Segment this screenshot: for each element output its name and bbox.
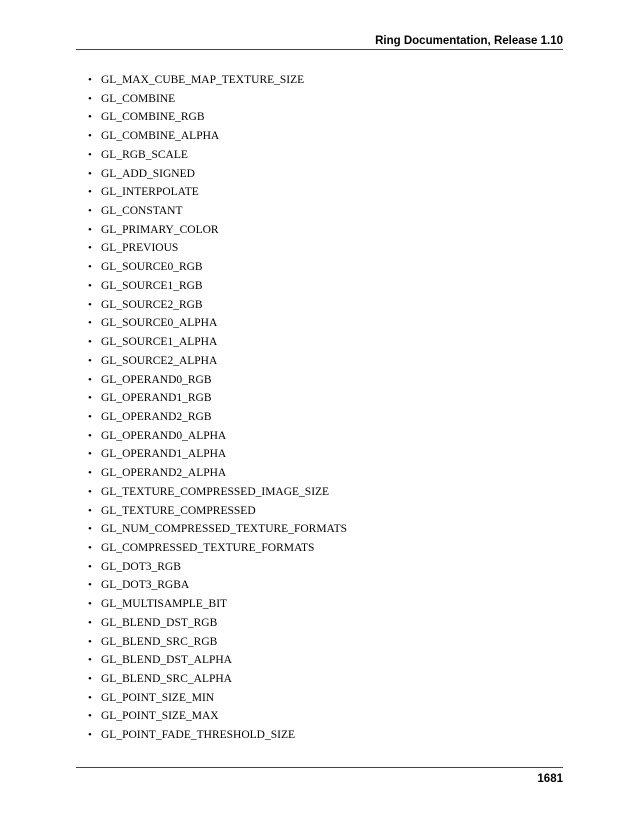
list-item — [88, 464, 347, 483]
constant-name: GL_DOT3_RGBA — [101, 579, 190, 592]
list-item — [88, 239, 347, 258]
constant-name: GL_TEXTURE_COMPRESSED_IMAGE_SIZE — [101, 485, 330, 498]
constant-name: GL_SOURCE1_RGB — [101, 279, 203, 292]
bullet-icon: • — [88, 598, 92, 611]
list-item — [88, 127, 347, 146]
list-item — [88, 483, 347, 502]
constant-name: GL_COMPRESSED_TEXTURE_FORMATS — [101, 541, 315, 554]
page-number: 1681 — [537, 773, 563, 785]
bullet-icon: • — [88, 317, 92, 330]
list-item — [88, 707, 347, 726]
bullet-icon: • — [88, 111, 92, 124]
constant-name: GL_OPERAND2_RGB — [101, 410, 212, 423]
bullet-icon: • — [88, 148, 92, 161]
constant-name: GL_OPERAND2_ALPHA — [101, 467, 227, 480]
constant-name: GL_BLEND_SRC_RGB — [101, 635, 218, 648]
bullet-icon: • — [88, 635, 92, 648]
bullet-icon: • — [88, 691, 92, 704]
bullet-icon: • — [88, 167, 92, 180]
list-item — [88, 277, 347, 296]
constant-name: GL_POINT_SIZE_MIN — [101, 691, 215, 704]
bullet-icon: • — [88, 673, 92, 685]
list-item — [88, 314, 347, 333]
footer-divider — [76, 767, 563, 768]
list-item — [88, 558, 347, 577]
list-item — [88, 183, 347, 202]
list-item — [88, 371, 347, 390]
constant-name: GL_BLEND_DST_RGB — [101, 616, 218, 629]
list-item — [88, 408, 347, 427]
bullet-icon: • — [88, 392, 92, 405]
list-item — [88, 576, 347, 595]
bullet-icon: • — [88, 410, 92, 423]
bullet-icon: • — [88, 579, 92, 592]
list-item — [88, 595, 347, 614]
bullet-icon: • — [88, 485, 92, 498]
constant-name: GL_MAX_CUBE_MAP_TEXTURE_SIZE — [101, 74, 305, 86]
list-item — [88, 427, 347, 446]
list-item — [88, 445, 347, 464]
bullet-icon: • — [88, 261, 92, 274]
constant-list — [88, 71, 347, 745]
constant-name: GL_INTERPOLATE — [101, 186, 199, 199]
list-item — [88, 146, 347, 165]
constant-name: GL_PRIMARY_COLOR — [101, 223, 219, 236]
bullet-icon: • — [88, 223, 92, 236]
bullet-icon: • — [88, 560, 92, 573]
list-item — [88, 108, 347, 127]
list-item — [88, 651, 347, 670]
bullet-icon: • — [88, 205, 92, 218]
list-item — [88, 539, 347, 558]
list-item — [88, 389, 347, 408]
constant-name: GL_BLEND_SRC_ALPHA — [101, 673, 232, 685]
list-item — [88, 333, 347, 352]
bullet-icon: • — [88, 541, 92, 554]
list-item — [88, 202, 347, 221]
bullet-icon: • — [88, 279, 92, 292]
list-item — [88, 221, 347, 240]
list-item — [88, 258, 347, 277]
bullet-icon: • — [88, 504, 92, 517]
list-item — [88, 670, 347, 689]
header-divider — [76, 49, 563, 50]
list-item — [88, 71, 347, 90]
bullet-icon: • — [88, 429, 92, 442]
bullet-icon: • — [88, 354, 92, 367]
constant-name: GL_OPERAND0_ALPHA — [101, 429, 227, 442]
constant-name: GL_POINT_FADE_THRESHOLD_SIZE — [101, 729, 296, 742]
constant-name: GL_SOURCE0_ALPHA — [101, 317, 218, 330]
constant-name: GL_NUM_COMPRESSED_TEXTURE_FORMATS — [101, 523, 348, 536]
list-item — [88, 614, 347, 633]
bullet-icon: • — [88, 336, 92, 349]
constant-name: GL_SOURCE2_ALPHA — [101, 354, 218, 367]
bullet-icon: • — [88, 373, 92, 386]
constant-name: GL_OPERAND1_ALPHA — [101, 448, 227, 461]
constant-name: GL_SOURCE1_ALPHA — [101, 336, 218, 349]
bullet-icon: • — [88, 186, 92, 199]
list-item — [88, 633, 347, 652]
constant-name: GL_SOURCE2_RGB — [101, 298, 203, 311]
constant-name: GL_MULTISAMPLE_BIT — [101, 598, 228, 611]
list-item — [88, 520, 347, 539]
constant-name: GL_RGB_SCALE — [101, 148, 188, 161]
constant-name: GL_SOURCE0_RGB — [101, 261, 203, 274]
bullet-icon: • — [88, 710, 92, 723]
constant-name: GL_DOT3_RGB — [101, 560, 181, 573]
constant-name: GL_TEXTURE_COMPRESSED — [101, 504, 256, 517]
constant-name: GL_ADD_SIGNED — [101, 167, 195, 180]
list-item — [88, 296, 347, 315]
list-item — [88, 90, 347, 109]
list-item — [88, 352, 347, 371]
page-header: Ring Documentation, Release 1.10 — [375, 35, 563, 47]
constant-name: GL_POINT_SIZE_MAX — [101, 710, 219, 723]
constant-name: GL_COMBINE_RGB — [101, 111, 205, 124]
bullet-icon: • — [88, 298, 92, 311]
constant-name: GL_COMBINE_ALPHA — [101, 130, 220, 143]
constant-name: GL_OPERAND1_RGB — [101, 392, 212, 405]
bullet-icon: • — [88, 616, 92, 629]
bullet-icon: • — [88, 654, 92, 667]
bullet-icon: • — [88, 242, 92, 255]
bullet-icon: • — [88, 467, 92, 480]
bullet-icon: • — [88, 729, 92, 742]
list-item — [88, 165, 347, 184]
constant-name: GL_PREVIOUS — [101, 242, 179, 255]
list-item — [88, 502, 347, 521]
bullet-icon: • — [88, 92, 92, 105]
bullet-icon: • — [88, 130, 92, 143]
bullet-icon: • — [88, 523, 92, 536]
bullet-icon: • — [88, 448, 92, 461]
list-item — [88, 726, 347, 745]
constant-name: GL_CONSTANT — [101, 205, 183, 218]
bullet-icon: • — [88, 74, 92, 86]
constant-name: GL_BLEND_DST_ALPHA — [101, 654, 232, 667]
list-item — [88, 689, 347, 708]
constant-name: GL_OPERAND0_RGB — [101, 373, 212, 386]
constant-name: GL_COMBINE — [101, 92, 176, 105]
